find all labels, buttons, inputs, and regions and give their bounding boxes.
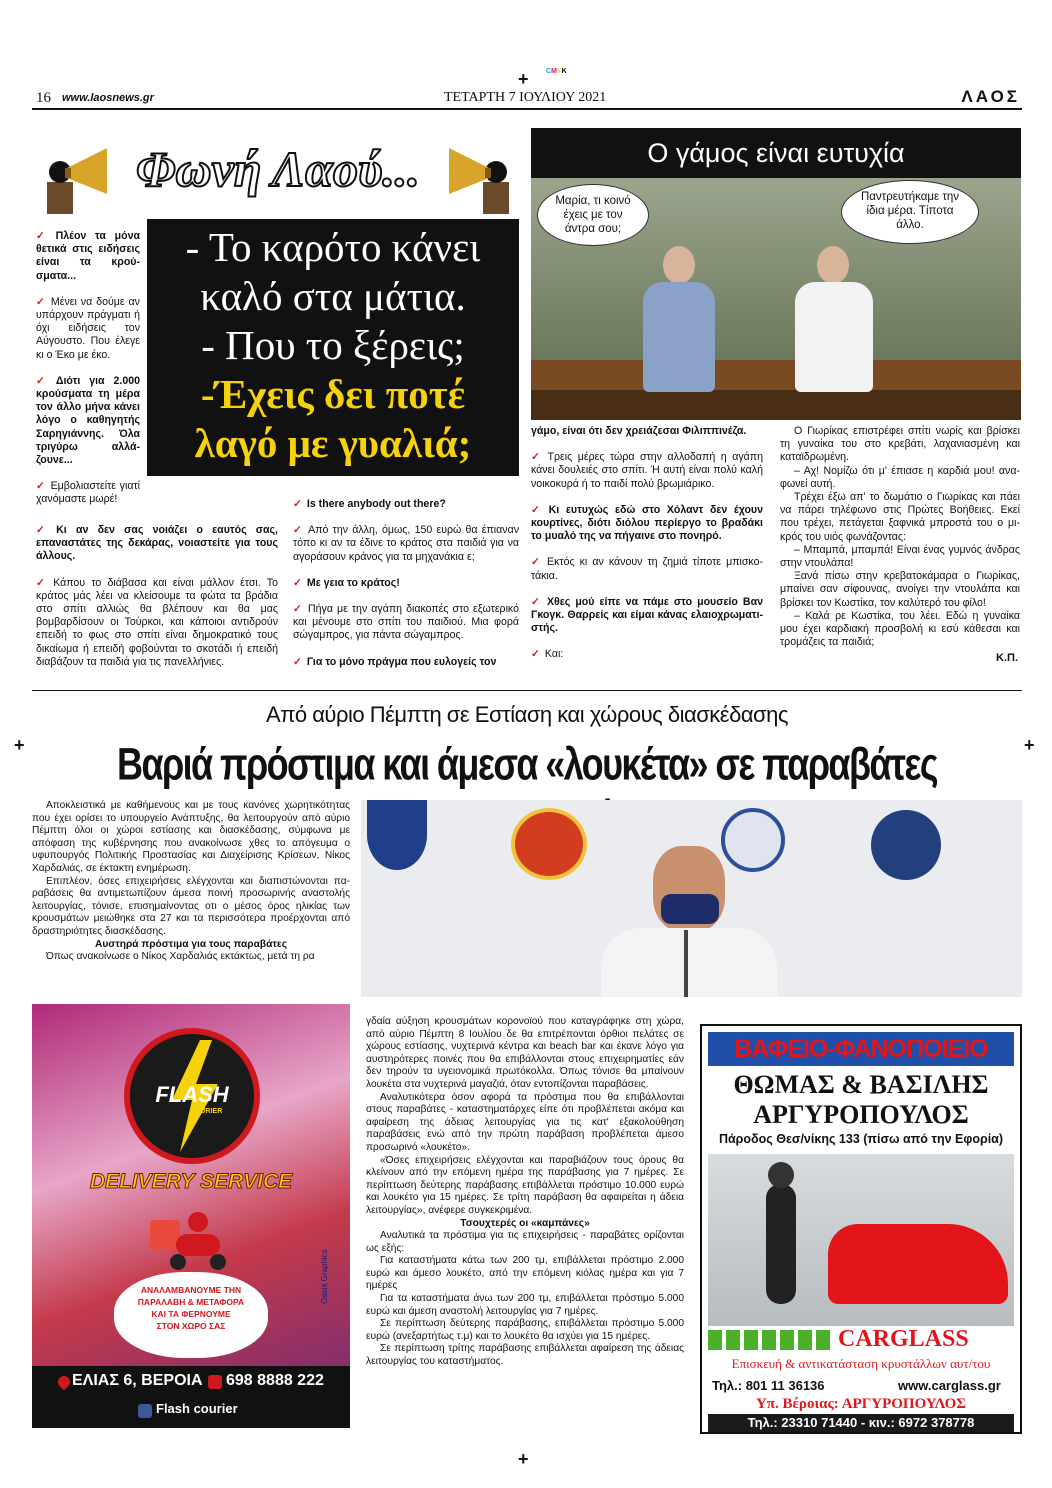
designer-credit: Oasis Graphics [320, 1249, 329, 1304]
joke-box [147, 219, 519, 476]
col1-paragraph [36, 375, 140, 467]
registration-mark-right: + [1024, 735, 1035, 755]
article-paragraph: Επιπλέον, όσες επιχειρήσεις ελέγχονται και διαπιστώνονται παραβάσεις θα αντιμετωπίζουν άμεσα ποινή προσωρινής αναστολής λειτουργίας, τόνισε, επισημαίνοντας οτι ο μέσος όρος ηλικίας των κρουσμάτων μειώθηκε στα 27 και τα περισσότερα προέρχονται από δραστηριότητες διασκέδασης. [32, 875, 350, 937]
article-intro [32, 800, 350, 964]
ad-names-2: ΑΡΓΥΡΟΠΟΥΛΟΣ [753, 1100, 969, 1129]
column-4-paragraph: Ξανά πίσω στην κρεβατοκάμαρα ο Γιωρίκας, μπαίνει σαν σίφουνας, ανοίγει την ντουλάπα και βρίσκει τον Κωστίκα, τον καλύτερό του φίλο! [780, 570, 1020, 609]
cartoon-panel [531, 128, 1021, 420]
paragraph-text: Is there anybody out there? [306, 498, 446, 510]
woman-right [781, 246, 881, 396]
checkmark-icon: ✓ [36, 374, 51, 387]
col2-paragraph [293, 603, 519, 643]
ad-names-1: ΘΩΜΑΣ & ΒΑΣΙΛΗΣ [733, 1070, 989, 1099]
checkmark-icon: ✓ [531, 595, 542, 608]
page-number: 16 [36, 90, 51, 106]
ad-title-bar [708, 1032, 1014, 1066]
article-paragraph: Αποκλειστικά με καθήμενους και με τους κανόνες χωρητικότητας που έχει ορίσει το υπουργείο Ανάπτυξης, θα λειτουργούν από αύριο Πέμπτη όλοι οι χώροι εστίασης και διασκέδασης, σύμφωνα με απόφαση της κυβέρνησης που ανακοίνωσε χθες το απόγευμα ο υφυπουργός Πολιτικής Προστασίας και Διαχείρισης Κρίσεων, Νίκος Χαρδαλιάς, σε έκτακτη ενημέρωση. [32, 800, 350, 874]
paragraph-text: Πλέον τα μόνα θετικά στις ειδήσεις είναι τα κρούσματα... [36, 230, 140, 282]
speech-bubble-right [841, 180, 979, 244]
registration-mark-left: + [14, 735, 25, 755]
article-paragraph: Αναλυτικότερα όσον αφορά τα πρόστιμα που θα επιβάλλονται στους παραβάτες - καταστηματάρχες είπε ότι προβλέπεται ακόμα και αφαίρεση της άδειας λειτουργίας για τις κατ' εξακολούθηση παραβάσεις ενώ από την πρώτη παράβαση προβλέπεται άμεσο προσωρινό «λουκέτο». [366, 1091, 684, 1153]
joke-line-2: καλό στα μάτια. [200, 273, 466, 319]
col3-paragraph [531, 556, 763, 582]
cmyk-mark: CMYK [546, 68, 567, 75]
column-4-paragraph: – Αχ! Νομίζω ότι μ' έπιασε η καρδιά μου! αναφωνεί αυτή. [780, 464, 1020, 490]
paragraph-text: Από την άλλη, όμως, 150 ευρώ θα έπιαναν τόπο κι αν τα έδινε το κράτος στα παιδιά για να αγοράσουν κράνος για τα μηχανάκια ε; [293, 524, 519, 563]
joke-line-4: -Έχεις δει ποτέ [200, 371, 466, 417]
checkmark-icon: ✓ [293, 524, 304, 537]
article-subheading: Αυστηρά πρόστιμα για τους παραβάτες [94, 938, 288, 950]
carglass-sub: Επισκευή & αντικατάσταση κρυστάλλων αυτ/του [731, 1356, 991, 1371]
cartoon-title: Ο γάμος είναι ευτυχία [647, 138, 905, 168]
checkmark-icon: ✓ [531, 556, 543, 569]
flash-brand-sub: COURIER [190, 1108, 223, 1115]
col1-paragraph [36, 230, 140, 283]
paragraph-text: Κι αν δεν σας νοιάζει ο εαυτός σας, επαναστάτες της δεκάρας, νοιαστείτε για τους άλλους. [36, 524, 278, 563]
column-2 [293, 498, 519, 682]
column-banner [33, 128, 520, 218]
checkmark-icon: ✓ [36, 230, 51, 242]
checkmark-icon: ✓ [293, 655, 302, 668]
flash-courier-ad [32, 1004, 350, 1428]
microphone [684, 930, 688, 997]
speaker [593, 840, 783, 997]
cloud-line-1: ΑΝΑΛΑΜΒΑΝΟΥΜΕ ΤΗΝ [140, 1285, 242, 1295]
checkmark-icon: ✓ [36, 295, 46, 308]
col1-paragraph [36, 480, 140, 506]
checkmark-icon: ✓ [293, 603, 303, 616]
ad-tel-2-bar [708, 1414, 1014, 1432]
website: www.laosnews.gr [62, 92, 154, 104]
carglass-brand: CARGLASS [838, 1326, 969, 1352]
ad-title: ΒΑΦΕΙΟ-ΦΑΝΟΠΟΙΕΙΟ [734, 1035, 988, 1063]
paragraph-text: Τρεις μέρες τώρα στην αλλοδαπή η αγάπη κάνει δουλειές στο σπίτι. Ή αυτή είναι πολύ καλή νοικοκυρά ή το παιδί πολύ βρωμιάρικο. [531, 451, 763, 490]
page-header [32, 88, 1022, 110]
paragraph-text: Κάπου το διάβασα και είναι μάλλον έτσι. Το κράτος μάς λέει να κλείσουμε τα φώτα τα βράδια στο σπίτι αλλιώς θα βλέπουν και θα μας βομβαρδίσουν οι Τούρκοι, και κάποιοι αντιδρούν επειδή το φως στο σπίτι είναι δημοκρατικό τους δικαίωμα ή επειδή φοβούνται το σκοτάδι ή επειδή διαβάζουν τα παιδιά για τις πανελλήνιες. [36, 576, 278, 668]
column-1-wide [36, 524, 278, 682]
checkmark-icon: ✓ [36, 576, 49, 589]
article-paragraph: Σε περίπτωση δεύτερης παράβασης, επιβάλλεται πρόστιμο 5.000 ευρώ (ανεξαρτήτως τ.μ) και το λουκέτο θα ισχύει για 15 ημέρες. [366, 1318, 684, 1342]
article-headline: Βαριά πρόστιμα και άμεσα «λουκέτα» σε παραβάτες [117, 738, 937, 790]
col3-paragraph [531, 425, 763, 438]
paragraph-text: Εμβολιαστείτε γιατί χανόμαστε μωρέ! [36, 480, 140, 506]
flash-logo-circle [124, 1028, 260, 1164]
flash-contact-bar [32, 1366, 350, 1428]
checkmark-icon: ✓ [36, 480, 46, 493]
megaphone-figure-left-icon [37, 132, 115, 214]
press-conference-photo [361, 800, 1022, 997]
facebook-like-icon [138, 1404, 152, 1418]
carglass-bar [708, 1328, 1014, 1352]
paint-booth-photo [708, 1154, 1014, 1326]
bench-legs [531, 390, 1021, 420]
column-4-paragraph: Ο Γιωρίκας επιστρέφει σπίτι νωρίς και βρίσκει τη γυναίκα του στο κρεβάτι, λαχανιασμένη και καταϊδρωμένη. [780, 425, 1020, 464]
emblem-coast-guard [871, 810, 941, 880]
checkmark-icon: ✓ [531, 451, 543, 464]
article-paragraph: γδαία αύξηση κρουσμάτων κορονοϊού που καταγράφηκε στη χώρα, από αύριο Πέμπτη 8 Ιουλίου δε θα επιτρέπονται όρθιοι πελάτες σε χώρους εστίασης, νυχτερινά κέντρα και beach bar και έκανε λόγο για αυστηρότερες ποινές που θα επιβάλλονται στους επιχειρηματίες εάν δεν τηρούν τα υγειονομικά πρωτόκολλα. Όπως τόνισε θα μπαίνουν λουκέτα στα νυχτερινά μαγαζιά, όταν εντοπίζονται παραβάσεις. [366, 1016, 684, 1090]
paragraph-text: γάμο, είναι ότι δεν χρειάζεσαι Φιλιππινέζα. [531, 425, 747, 437]
checkmark-icon: ✓ [36, 524, 52, 536]
ad-tel-1: Τηλ.: 801 11 36136 [712, 1378, 825, 1393]
article-paragraph: Όπως ανακοίνωσε ο Νίκος Χαρδαλιάς εκτάκτως, μετά τη ρα [46, 951, 315, 963]
cloud-line-4: ΣΤΟΝ ΧΩΡΟ ΣΑΣ [156, 1321, 226, 1331]
paragraph-text: Μένει να δούμε αν υπάρχουν πράγματι ή όχι ειδήσεις τον Αύγουστο. Που έλεγε κι ο Έκο με έκο. [36, 295, 140, 361]
article-kicker: Από αύριο Πέμπτη σε Εστίαση και χώρους διασκέδασης [266, 702, 788, 727]
col3-paragraph [531, 504, 763, 544]
col3-paragraph [531, 451, 763, 491]
paragraph-text: Κι ευτυχώς εδώ στο Χόλαντ δεν έχουν κουρτίνες, διότι διόλου περίεργο το βραδάκι το μυαλό της να πήγαινε στο πονηρό. [531, 503, 763, 543]
column-title: Φωνή Λαού... [136, 141, 420, 197]
col1-wide-paragraph [36, 524, 278, 564]
service-cloud [114, 1272, 268, 1358]
flash-address: ΕΛΙΑΣ 6, ΒΕΡΟΙΑ [72, 1372, 203, 1389]
article-paragraph: «Όσες επιχειρήσεις ελέγχονται και παραβιάζουν τους όρους θα κλείνουν από την επόμενη ημέρα της παράβασης για 7 ημέρες. Σε περίπτωση δεύτερης παράβασης επιβάλλεται πρόστιμο 10.000 ευρώ και λουκέτο για 15 ημέρες. Σε τρίτη παράβαση θα αφαιρείται η άδεια λειτουργίας», ανέφερε συγκεκριμένα. [366, 1154, 684, 1216]
column-4-paragraph: Τρέχει έξω απ' το δωμάτιο ο Γιωρίκας και πάει να πάρει τηλέφωνο στις Πρώτες Βοήθειες. Εκεί που τρέχει, πετάγεται ξαφνικά μπροστά του ο μικρός του υιός φωνάζοντας: [780, 491, 1020, 543]
col2-paragraph [293, 656, 519, 669]
paragraph-text: Εκτός κι αν κάνουν τη ζημιά τίποτε μπισκοτάκια. [531, 556, 763, 582]
flash-facebook: Flash courier [156, 1401, 238, 1416]
paragraph-text: Πήγα με την αγάπη διακοπές στο εξωτερικό και μένουμε στο σπίτι του παιδιού. Μια φορά σώγαμπρος, για πάντα σώγαμπρος. [293, 603, 519, 642]
newspaper-logo: ΛΑΟΣ [961, 87, 1020, 106]
joke-line-1: - Το καρότο κάνει [185, 224, 481, 270]
delivery-service-label: DELIVERY SERVICE [89, 1170, 293, 1193]
checkmark-icon: ✓ [293, 576, 302, 589]
cloud-line-3: ΚΑΙ ΤΑ ΦΕΡΝΟΥΜΕ [151, 1309, 231, 1319]
speech-bubble-left-text: Μαρία, τι κοινό έχεις με τον άντρα σου; [555, 195, 631, 235]
registration-mark-bottom: + [518, 1449, 529, 1469]
paragraph-text: Χθες μού είπε να πάμε στο μουσείο Βαν Γκογκ. Θαρρείς και είμαι κάνας ελαιοχρωματιστής. [531, 595, 763, 635]
col1-paragraph [36, 296, 140, 362]
issue-date: ΤΕΤΑΡΤΗ 7 ΙΟΥΛΙΟΥ 2021 [444, 90, 607, 105]
ad-address: Πάροδος Θεσ/νίκης 133 (πίσω από την Εφορία) [718, 1132, 1004, 1146]
cartoon-title-bar [531, 128, 1021, 178]
ad-web: www.carglass.gr [898, 1378, 1001, 1393]
checkmark-icon: ✓ [293, 498, 302, 510]
column-1-narrow [36, 230, 140, 520]
paragraph-text: Και: [544, 648, 564, 661]
bench [531, 360, 1021, 390]
registration-mark-top: + [518, 69, 529, 89]
paragraph-text: Για το μόνο πράγμα που ευλογείς τον [306, 655, 497, 668]
body-shop-ad [700, 1024, 1022, 1434]
cloud-line-2: ΠΑΡΑΛΑΒΗ & ΜΕΤΑΦΟΡΑ [137, 1297, 245, 1307]
carglass-stripes [708, 1330, 834, 1350]
emblem-fire-service [511, 808, 587, 880]
article-body [366, 1016, 684, 1369]
checkmark-icon: ✓ [531, 648, 540, 661]
section-divider [32, 690, 1022, 691]
megaphone-figure-right-icon [441, 132, 519, 214]
ad-tel-2: Τηλ.: 23310 71440 - κιν.: 6972 378778 [747, 1415, 975, 1430]
col2-paragraph [293, 524, 519, 564]
article-paragraph: Σε περίπτωση τρίτης παράβασης επιβάλλεται αφαίρεση της άδειας λειτουργίας του καταστήματος. [366, 1343, 684, 1368]
location-pin-icon [56, 1374, 73, 1391]
article-paragraph: Για τα καταστήματα άνω των 200 τμ, επιβάλλεται πρόστιμο 5.000 ευρώ και άμεση αναστολή λειτουργίας για 7 ημέρες. [366, 1293, 684, 1317]
article-subheading: Τσουχτερές οι «καμπάνες» [460, 1217, 590, 1229]
column-4-signature: Κ.Π. [996, 652, 1018, 664]
checkmark-icon: ✓ [531, 503, 544, 516]
article-paragraph: Αναλυτικά τα πρόστιμα για τις επιχειρήσεις - παραβάτες ορίζονται ως εξής: [366, 1230, 684, 1254]
flash-phone: 698 8888 222 [226, 1372, 324, 1389]
scooter-rider-icon [150, 1212, 230, 1272]
speech-bubble-left [537, 184, 649, 246]
joke-line-5: λαγό με γυαλιά; [194, 420, 472, 466]
column-4-paragraph: – Μπαμπά, μπαμπά! Είναι ένας γυμνός άνδρας στην ντουλάπα! [780, 543, 1020, 570]
woman-left [633, 246, 723, 396]
col2-paragraph [293, 498, 519, 511]
ad-branch: Υπ. Βέροιας: ΑΡΓΥΡΟΠΟΥΛΟΣ [755, 1396, 967, 1412]
column-4 [780, 425, 1020, 649]
article-paragraph: Για καταστήματα κάτω των 200 τμ, επιβάλλεται πρόστιμο 2.000 ευρώ και άμεσο λουκέτο, από την επόμενη κιόλας ημέρα και για 7 ημέρες [366, 1255, 684, 1292]
flash-brand: FLASH [155, 1082, 229, 1107]
column-3 [531, 425, 763, 675]
emblem-civil-protection [367, 800, 427, 870]
phone-icon [208, 1375, 222, 1389]
col3-paragraph [531, 596, 763, 636]
speech-bubble-right-text: Παντρευτήκαμε την ίδια μέρα. Τίποτα άλλο. [860, 191, 960, 231]
paragraph-text: Διότι για 2.000 κρούσματα τη μέρα τον άλλο μήνα κάνει λόγο ο καθηγητής Σαρηγιάννης. Όλα τριγύρω αλλάζουνε... [36, 374, 140, 467]
col1-wide-paragraph [36, 577, 278, 669]
col2-paragraph [293, 577, 519, 590]
column-4-paragraph: – Καλά ρε Κωστίκα, του λέει. Εδώ η γυναίκα μου έχει καρδιακή προσβολή κι εσύ κάθεσαι και τρομάζεις τα παιδιά; [780, 609, 1020, 649]
joke-line-3: - Που το ξέρεις; [201, 322, 465, 368]
col3-paragraph [531, 648, 763, 661]
paragraph-text: Με γεια το κράτος! [306, 576, 400, 589]
